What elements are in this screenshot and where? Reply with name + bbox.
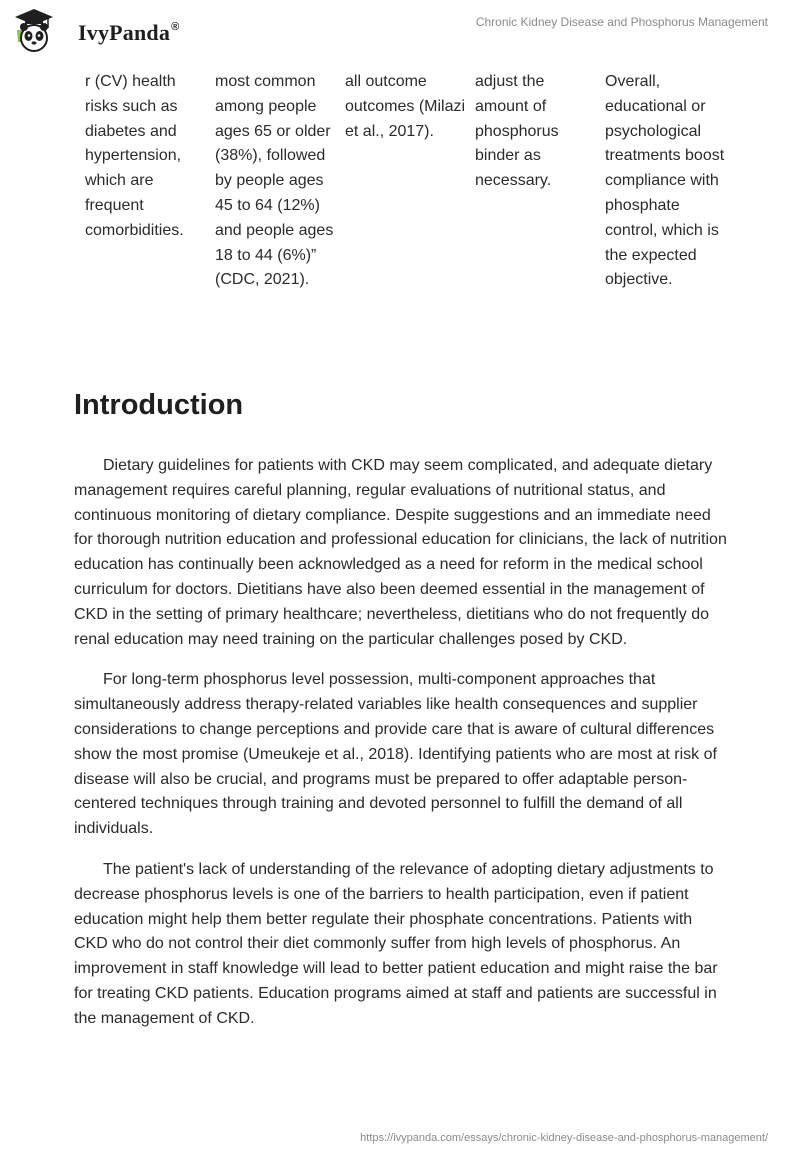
table-cell: Overall, educational or psychological treatments boost compliance with phosphate control, which is the expected objective. (605, 73, 725, 289)
paragraph: The patient's lack of understanding of the relevance of adopting dietary adjustments to decrease phosphorus levels is one of the barriers to health participation, even if patient education might help them better regulate their phosphate concentrations. Patients with CKD who do not control their diet commonly suffer from high levels of phosphorus. An improvement in staff knowledge will lead to better patient education and might raise the bar for treating CKD patients. Education programs aimed at staff and patients are successful in the management of CKD. (74, 860, 718, 1027)
brand-logo[interactable] (78, 20, 179, 46)
source-url-link[interactable]: https://ivypanda.com/essays/chronic-kidney-disease-and-phosphorus-management/ (360, 1132, 768, 1144)
paragraph: Dietary guidelines for patients with CKD may seem complicated, and adequate dietary management requires careful planning, regular evaluations of nutritional status, and continuous monitoring of dietary compliance. Despite suggestions and an immediate need for thorough nutrition education and professional education for clinicians, the lack of nutrition education has continually been acknowledged as a need for reform in the medical school curriculum for doctors. Dietitians have also been deemed essential in the management of CKD in the setting of primary healthcare; nevertheless, dietitians who do not frequently do renal education may need training on the particular challenges posed by CKD. (74, 457, 727, 648)
table-cell: most common among people ages 65 or older (38%), followed by people ages 45 to 64 (12%) and people ages 18 to 44 (6%)” (CDC, 2021). (215, 73, 334, 289)
panda-logo-icon[interactable] (14, 8, 54, 54)
table-cell: r (CV) health risks such as diabetes and hypertension, which are frequent comorbidities. (85, 73, 184, 239)
brand-name: IvyPanda (78, 20, 171, 45)
table-continuation (80, 70, 740, 370)
page-header (0, 0, 800, 60)
table-cell: adjust the amount of phosphorus binder as necessary. (475, 73, 559, 190)
registered-mark: ® (171, 20, 180, 33)
section-heading: Introduction (74, 389, 244, 421)
section-body (74, 454, 730, 1048)
table-cell: all outcome outcomes (Milazi et al., 2017). (345, 73, 466, 140)
document-title: Chronic Kidney Disease and Phosphorus Management (475, 15, 768, 29)
paragraph: For long-term phosphorus level possession, multi-component approaches that simultaneously address therapy-related variables like health consequences and supplier considerations to change perceptions and provide care that is aware of cultural differences show the most promise (Umeukeje et al., 2018). Identifying patients who are most at risk of disease will also be crucial, and programs must be prepared to offer adaptable person-centered techniques through training and devoted personnel to fulfill the demand of all individuals. (74, 671, 717, 838)
